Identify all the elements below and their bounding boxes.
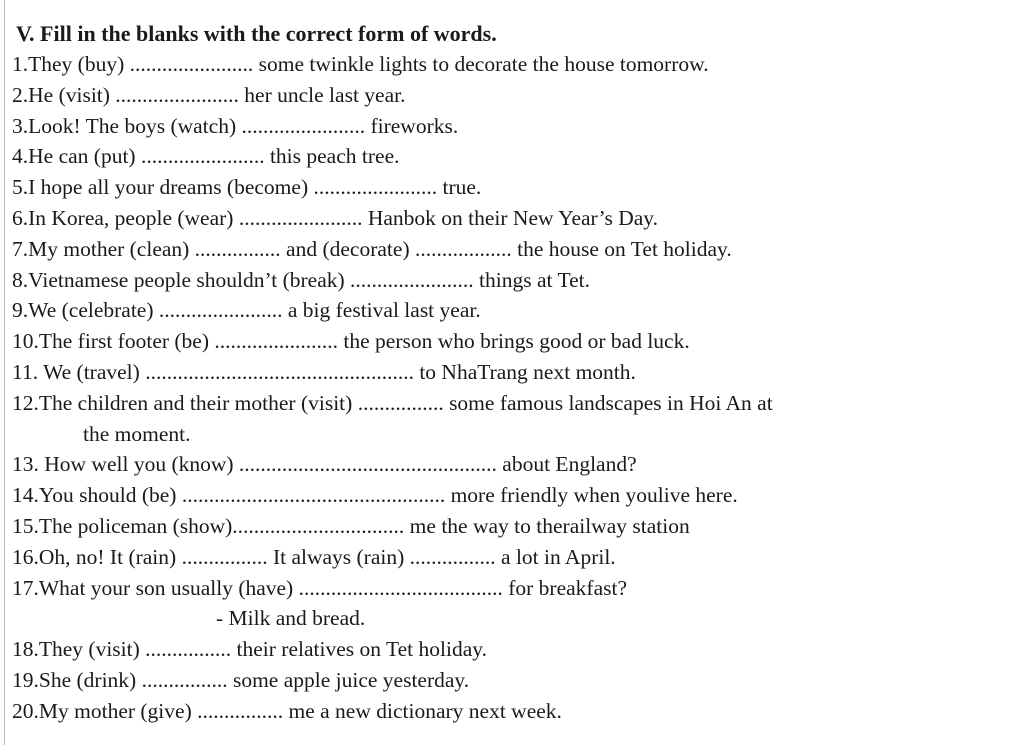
exercise-line: 3.Look! The boys (watch) ....................... fireworks. xyxy=(12,113,459,138)
exercise-line: 13. How well you (know) ................................................ about England? xyxy=(12,452,637,477)
exercise-line: 1.They (buy) ....................... some twinkle lights to decorate the house tomorrow. xyxy=(12,52,709,76)
exercise-heading: V. Fill in the blanks with the correct form of words. xyxy=(16,21,497,46)
exercise-line: 18.They (visit) ................ their relatives on Tet holiday. xyxy=(12,637,487,662)
worksheet xyxy=(8,18,1008,727)
exercise-line: 10.The first footer (be) ....................... the person who brings good or bad luck. xyxy=(12,329,690,354)
exercise-line: 16.Oh, no! It (rain) ................ It always (rain) ................ a lot in April. xyxy=(12,544,616,569)
exercise-line: 14.You should (be) ................................................. more friendly when youlive here. xyxy=(12,483,738,508)
exercise-line: 8.Vietnamese people shouldn’t (break) ....................... things at Tet. xyxy=(12,267,590,292)
exercise-line: 2.He (visit) ....................... her uncle last year. xyxy=(12,82,406,107)
exercise-line: 7.My mother (clean) ................ and (decorate) .................. the house on Tet holiday. xyxy=(12,236,732,261)
exercise-line-continuation: - Milk and bread. xyxy=(216,606,366,631)
exercise-line: 19.She (drink) ................ some apple juice yesterday. xyxy=(12,667,470,692)
exercise-line: 20.My mother (give) ................ me a new dictionary next week. xyxy=(12,698,562,723)
exercise-line-continuation: the moment. xyxy=(83,421,191,446)
exercise-lines xyxy=(8,49,1008,727)
page-left-border xyxy=(4,0,5,745)
exercise-line: 11. We (travel) .................................................. to NhaTrang next month. xyxy=(12,359,636,384)
exercise-line: 4.He can (put) ....................... this peach tree. xyxy=(12,144,400,169)
exercise-line: 5.I hope all your dreams (become) ....................... true. xyxy=(12,175,482,200)
exercise-line: 12.The children and their mother (visit) ................ some famous landscapes in Hoi An at xyxy=(12,390,773,415)
exercise-line: 9.We (celebrate) ....................... a big festival last year. xyxy=(12,298,481,323)
exercise-line: 15.The policeman (show)................................ me the way to therailway station xyxy=(12,513,690,538)
exercise-line: 6.In Korea, people (wear) ....................... Hanbok on their New Year’s Day. xyxy=(12,205,659,230)
exercise-line: 17.What your son usually (have) ...................................... for breakfast? xyxy=(12,575,627,600)
